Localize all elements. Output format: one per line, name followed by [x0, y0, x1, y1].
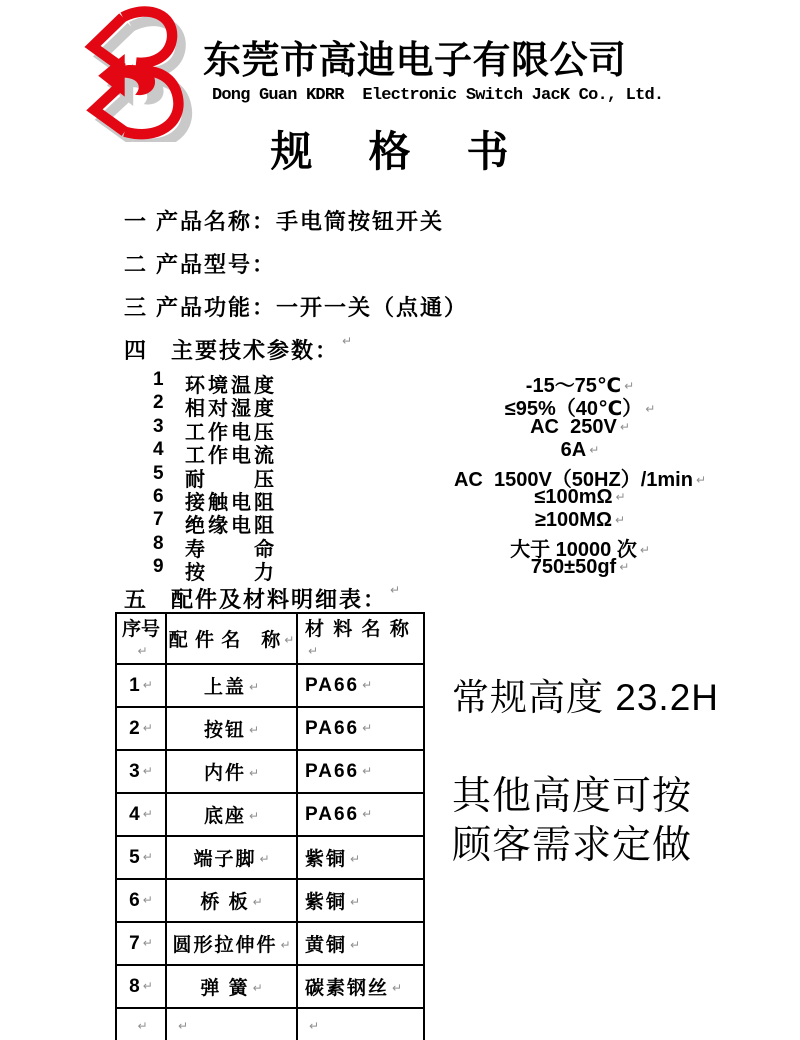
param-value: 大于 10000 次 ↵ — [510, 538, 650, 561]
cell-material-name: PA66 ↵ — [297, 793, 424, 836]
param-number: 8 — [153, 532, 164, 554]
param-name: 环境温度 — [185, 375, 277, 397]
table-row — [116, 707, 424, 750]
param-row — [0, 462, 800, 491]
param-value: ≤100mΩ ↵ — [534, 485, 626, 508]
cell-no: 1 ↵ — [116, 664, 166, 707]
cell-no: 6 ↵ — [116, 879, 166, 922]
cell-no: 2 ↵ — [116, 707, 166, 750]
cell-part-name: 上盖 ↵ — [166, 664, 297, 707]
paragraph-mark: ↵ — [178, 1018, 189, 1033]
paragraph-mark: ↵ — [619, 560, 630, 575]
param-number: 2 — [153, 392, 164, 414]
cell-material-name: 黄铜 ↵ — [297, 922, 424, 965]
param-name: 工作电流 — [185, 445, 277, 468]
paragraph-mark: ↵ — [624, 379, 635, 393]
param-row — [0, 532, 800, 561]
item-technical-parameters — [124, 334, 352, 365]
header-cell-no: 序号↵ — [116, 613, 166, 664]
cell-part-name — [166, 1008, 297, 1040]
table-row — [116, 922, 424, 965]
cell-no: 8 ↵ — [116, 965, 166, 1008]
paragraph-mark: ↵ — [350, 938, 361, 952]
paragraph-mark: ↵ — [695, 472, 707, 487]
paragraph-mark: ↵ — [142, 806, 153, 821]
paragraph-mark: ↵ — [142, 935, 153, 950]
param-row — [0, 392, 800, 421]
paragraph-mark: ↵ — [284, 633, 295, 647]
paragraph-mark: ↵ — [280, 938, 291, 952]
param-row — [0, 369, 800, 397]
paragraph-mark: ↵ — [350, 895, 361, 909]
table-row — [116, 836, 424, 879]
paragraph-mark: ↵ — [645, 402, 656, 417]
param-name: 耐 压 — [185, 468, 277, 491]
cell-material-name: PA66 ↵ — [297, 664, 424, 707]
cell-part-name: 按钮 ↵ — [166, 707, 297, 750]
paragraph-mark: ↵ — [142, 677, 153, 692]
annotation-line: 其他高度可按 — [452, 775, 693, 818]
paragraph-mark: ↵ — [362, 763, 373, 778]
cell-part-name: 弹 簧 ↵ — [166, 965, 297, 1008]
cell-part-name: 端子脚 ↵ — [166, 836, 297, 879]
cell-material-name: 紫铜 ↵ — [297, 879, 424, 922]
table-row — [116, 793, 424, 836]
paragraph-mark: ↵ — [619, 419, 630, 434]
table-row — [116, 1008, 424, 1040]
cell-material-name: PA66 ↵ — [297, 707, 424, 750]
paragraph-mark: ↵ — [142, 849, 153, 864]
paragraph-mark: ↵ — [342, 334, 353, 348]
item-number: 四 — [124, 338, 149, 363]
param-value: AC 250V ↵ — [530, 415, 630, 438]
param-number: 1 — [153, 369, 164, 390]
paragraph-mark: ↵ — [362, 806, 373, 821]
table-row — [116, 664, 424, 707]
cell-part-name: 底座 ↵ — [166, 793, 297, 836]
param-row — [0, 439, 800, 468]
param-number: 5 — [153, 462, 164, 484]
item-text: 产品名称：手电筒按钮开关 — [156, 209, 445, 234]
paragraph-mark: ↵ — [639, 542, 650, 557]
item-text: 配件及材料明细表： — [171, 587, 388, 612]
paragraph-mark: ↵ — [248, 680, 260, 694]
param-row — [0, 485, 800, 514]
item-text: 产品功能：一开一关（点通） — [156, 295, 469, 320]
paragraph-mark: ↵ — [137, 644, 148, 658]
param-number: 9 — [153, 556, 164, 578]
paragraph-mark: ↵ — [614, 513, 626, 528]
item-product-function — [124, 291, 468, 322]
cell-no: 7 ↵ — [116, 922, 166, 965]
item-parts-material-list — [124, 583, 400, 614]
cell-material-name: 碳素钢丝 ↵ — [297, 965, 424, 1008]
paragraph-mark: ↵ — [252, 981, 263, 995]
item-number: 五 — [124, 587, 149, 612]
param-name: 接触电阻 — [185, 491, 277, 514]
paragraph-mark: ↵ — [248, 809, 260, 823]
cell-no: 5 ↵ — [116, 836, 166, 879]
header-cell-material-name: 材 料 名 称↵ — [297, 613, 424, 664]
paragraph-mark: ↵ — [142, 720, 153, 735]
param-value: ≥100MΩ ↵ — [534, 509, 626, 532]
item-number: 三 — [124, 295, 149, 320]
paragraph-mark: ↵ — [308, 644, 319, 658]
item-number: 二 — [124, 252, 149, 277]
cell-part-name: 圆形拉伸件 ↵ — [166, 922, 297, 965]
param-name: 绝缘电阻 — [185, 515, 277, 538]
item-product-model — [124, 248, 276, 279]
paragraph-mark: ↵ — [362, 677, 373, 692]
item-text: 主要技术参数： — [171, 338, 340, 363]
table-row — [116, 750, 424, 793]
param-row — [0, 556, 800, 585]
cell-no: 3 ↵ — [116, 750, 166, 793]
item-number: 一 — [124, 209, 149, 234]
company-name-en: Dong Guan KDRR Electronic Switch JacK Co., Ltd. — [212, 86, 664, 105]
paragraph-mark: ↵ — [362, 720, 373, 735]
paragraph-mark: ↵ — [309, 1018, 320, 1033]
param-row — [0, 509, 800, 538]
param-number: 7 — [153, 509, 164, 531]
table-row — [116, 879, 424, 922]
paragraph-mark: ↵ — [392, 981, 403, 995]
table-row — [116, 965, 424, 1008]
paragraph-mark: ↵ — [142, 978, 153, 993]
param-name: 寿 命 — [185, 538, 277, 561]
cell-no: 4 ↵ — [116, 793, 166, 836]
parameters-list — [0, 369, 800, 585]
param-name: 相对湿度 — [185, 398, 277, 421]
item-product-name — [124, 205, 444, 236]
param-name: 工作电压 — [185, 421, 277, 444]
param-value: 6A ↵ — [560, 439, 600, 462]
paragraph-mark: ↵ — [142, 763, 153, 778]
parts-table — [115, 612, 425, 1040]
cell-part-name: 内件 ↵ — [166, 750, 297, 793]
param-number: 3 — [153, 415, 164, 437]
paragraph-mark: ↵ — [259, 852, 270, 866]
table-body — [116, 664, 424, 1040]
paragraph-mark: ↵ — [248, 723, 260, 737]
cell-material-name: 紫铜 ↵ — [297, 836, 424, 879]
param-value: ≤95%（40℃） ↵ — [504, 398, 656, 421]
item-text: 产品型号： — [156, 252, 277, 277]
doc-title: 规 格 书 — [270, 128, 516, 175]
cell-material-name — [297, 1008, 424, 1040]
param-value: AC 1500V（50HZ）/1min ↵ — [453, 468, 707, 491]
param-number: 4 — [153, 439, 164, 461]
annotation-custom-height — [452, 772, 692, 870]
param-value: 750±50gf ↵ — [530, 556, 630, 579]
paragraph-mark: ↵ — [252, 895, 263, 909]
annotation-standard-height: 常规高度 23.2H — [452, 677, 720, 718]
cell-material-name: PA66 ↵ — [297, 750, 424, 793]
cell-part-name: 桥 板 ↵ — [166, 879, 297, 922]
table-header-row — [116, 613, 424, 664]
paragraph-mark: ↵ — [390, 583, 401, 597]
company-name-cn: 东莞市高迪电子有限公司 — [203, 40, 627, 82]
header-cell-part-name: 配 件 名 称 ↵ — [166, 613, 297, 664]
param-value: -15～75℃ ↵ — [525, 375, 635, 397]
paragraph-mark: ↵ — [350, 852, 361, 866]
paragraph-mark: ↵ — [137, 1018, 148, 1033]
paragraph-mark: ↵ — [615, 489, 626, 504]
param-row — [0, 415, 800, 444]
paragraph-mark: ↵ — [142, 892, 153, 907]
cell-no — [116, 1008, 166, 1040]
paragraph-mark: ↵ — [589, 443, 600, 458]
param-number: 6 — [153, 485, 164, 507]
paragraph-mark: ↵ — [248, 766, 260, 780]
param-name: 按 力 — [185, 562, 277, 585]
annotation-line: 顾客需求定做 — [452, 824, 693, 867]
